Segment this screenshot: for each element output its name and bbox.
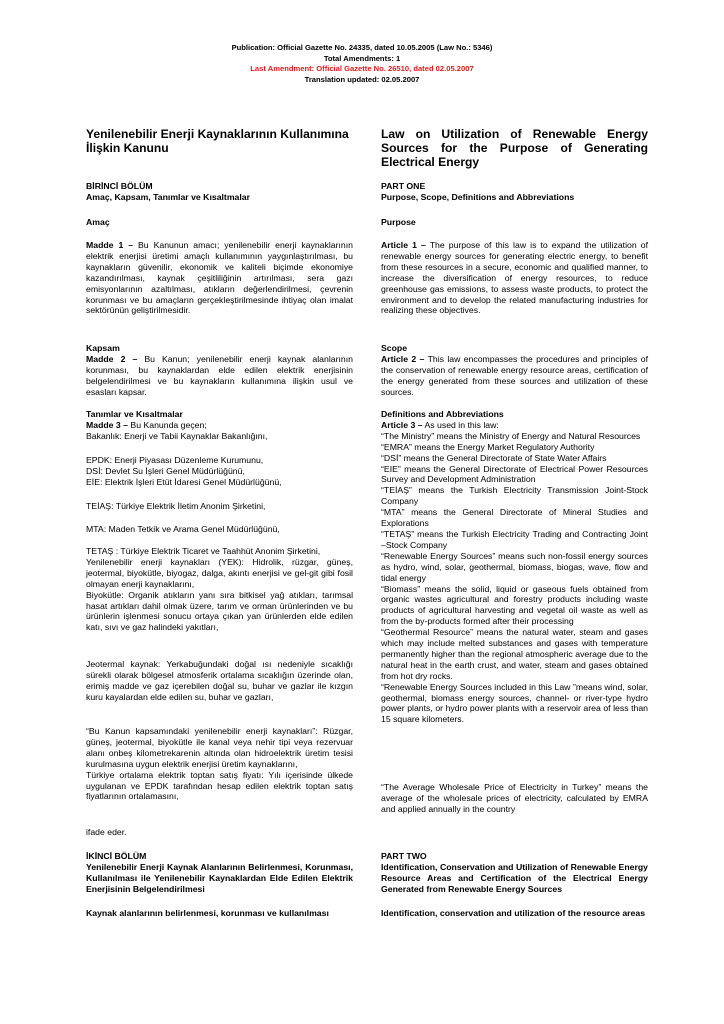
- tr-madde1: [86, 240, 353, 316]
- tr-madde3-text: Bu Kanunda geçen;: [128, 419, 207, 430]
- tr-kaynak-block: [86, 908, 353, 919]
- en-article3-text: As used in this law:: [422, 419, 499, 430]
- tr-kapsam: Kapsam: [86, 343, 120, 353]
- publication-header: [0, 43, 724, 85]
- translation-updated: Translation updated: 02.05.2007: [304, 74, 420, 84]
- tr-tanimlar: Tanımlar ve Kısaltmalar: [86, 409, 183, 419]
- en-eie: “EIE” means the General Directorate of Electrical Power Resources Survey and Development Administration: [381, 463, 648, 485]
- en-article3-label: Article 3 –: [381, 419, 423, 430]
- tr-eie: EİE: Elektrik İşleri Etüt İdaresi Genel Müdürlüğünü,: [86, 476, 282, 487]
- en-included: “Renewable Energy Sources included in this Law ”means wind, solar, geothermal, biomass energy sources, channel- or river-type hydro power plants, or hydro power plants with a reservoir area of less than 15 square kilometers.: [381, 681, 648, 725]
- tr-jeotermal: Jeotermal kaynak: Yerkabuğundaki doğal ısı nedeniyle sıcaklığı sürekli olarak bölgesel atmosferik ortalama sıcaklığın üzerinde olan, erimiş madde ve gaz içerebilen doğal su, buhar ve gazlar ile kızgın kuru kayalardan elde edilen su, buhar ve gazları,: [86, 659, 353, 702]
- tr-madde2-text: Bu Kanun; yenilenebilir enerji kaynak alanlarının korunması, bu kaynaklardan elde edilen elektrik enerjisinin belgelendirilmesi ve bu kaynakların kullanımına ilişkin usul ve esasları kapsar.: [86, 353, 353, 397]
- en-heading-purpose: [381, 217, 648, 228]
- tr-kapsamdaki-block: [86, 726, 353, 802]
- en-article1: [381, 240, 648, 316]
- en-article2-text: This law encompasses the procedures and principles of the conservation of renewable energy resource areas, certification of the energy generated from these sources and utilization of these sources.: [381, 353, 648, 397]
- tr-jeotermal-block: [86, 659, 353, 703]
- en-part1-label: PART ONE: [381, 181, 426, 191]
- tr-mta: MTA: Maden Tetkik ve Arama Genel Müdürlüğünü,: [86, 524, 280, 534]
- total-amendments: Total Amendments: 1: [323, 53, 401, 63]
- publication-line: Publication: Official Gazette No. 24335, dated 10.05.2005 (Law No.: 5346): [231, 43, 493, 52]
- tr-yek: Yenilenebilir enerji kaynakları (YEK): Hidrolik, rüzgar, güneş, jeotermal, biyokütle, biyogaz, dalga, akıntı enerjisi ve gel-git gibi fosil olmayan enerji kaynaklarını,: [86, 556, 353, 589]
- tr-madde2-label: Madde 2 –: [86, 353, 138, 364]
- en-identification: Identification, conservation and utilization of the resource areas: [381, 908, 646, 918]
- tr-biyokutle: Biyokütle: Organik atıkların yanı sıra bitkisel yağ atıkları, tarımsal hasat artıkları dahil olmak üzere, tarım ve orman ürünlerinden ve bu ürünlerin işlenmesi sonucu ortaya çıkan yan ürünlerden elde edilen katı, sıvı ve gaz halindeki yakıtları,: [86, 589, 353, 633]
- tr-bakanlik: Bakanlık: Enerji ve Tabii Kaynaklar Bakanlığını,: [86, 430, 268, 441]
- en-part-two: [381, 851, 648, 895]
- tr-mta-block: [86, 524, 353, 535]
- en-part1-title: Purpose, Scope, Definitions and Abbreviations: [381, 191, 575, 202]
- tr-part1-title: Amaç, Kapsam, Tanımlar ve Kısaltmalar: [86, 191, 251, 202]
- tr-epdk: EPDK: Enerji Piyasası Düzenleme Kurumunu,: [86, 455, 264, 465]
- en-tetas: “TETAŞ” means the Turkish Electricity Trading and Contracting Joint –Stock Company: [381, 528, 648, 550]
- tr-amac: Amaç: [86, 217, 110, 227]
- en-definitions: Definitions and Abbreviations: [381, 409, 504, 419]
- tr-defs-block: [86, 546, 353, 633]
- en-res: “Renewable Energy Sources” means such non-fossil energy sources as hydro, wind, solar, geothermal, biomass, biogas, wave, flow and tidal energy: [381, 550, 648, 583]
- tr-dsi: DSİ: Devlet Su İşleri Genel Müdürlüğünü,: [86, 465, 245, 476]
- en-dsi: “DSİ” means the General Directorate of State Water Affairs: [381, 452, 607, 463]
- turkish-title: Yenilenebilir Enerji Kaynaklarının Kullanımına İlişkin Kanunu: [86, 127, 349, 156]
- tr-teias: TEİAŞ: Türkiye Elektrik İletim Anonim Şirketini,: [86, 501, 266, 511]
- tr-ortalama: Türkiye ortalama elektrik toptan satış fiyatı: Yılı içerisinde ülkede uygulanan ve EPDK tarafından hesap edilen elektrik toptan satış fiyatlarının ortalamasını,: [86, 769, 353, 802]
- tr-tetas: TETAŞ : Türkiye Elektrik Ticaret ve Taahhüt Anonim Şirketini,: [86, 546, 321, 556]
- last-amendment: Last Amendment: Official Gazette No. 26510, dated 02.05.2007: [250, 64, 474, 73]
- turkish-title-block: [86, 127, 353, 155]
- en-biomass: “Biomass” means the solid, liquid or gaseous fuels obtained from organic wastes agricultural and forestry products including waste products of agricultural harvesting and vegetal oil waste as well as from the by-products formed after their processing: [381, 583, 648, 627]
- en-article1-label: Article 1 –: [381, 240, 426, 250]
- tr-madde1-label: Madde 1 –: [86, 240, 134, 250]
- tr-abbrev-block: [86, 455, 353, 488]
- tr-part-one: [86, 181, 353, 203]
- en-part2-label: PART TWO: [381, 851, 427, 861]
- en-wholesale-block: [381, 782, 648, 815]
- en-scope: Scope: [381, 343, 408, 353]
- english-title: Law on Utilization of Renewable Energy Sources for the Purpose of Generating Electrical Energy: [381, 127, 648, 170]
- en-part-one: [381, 181, 648, 203]
- tr-tanimlar-block: [86, 409, 353, 442]
- tr-teias-block: [86, 501, 353, 512]
- en-part2-title: Identification, Conservation and Utilization of Renewable Energy Resource Areas and Certification of the Electrical Energy Generated from Renewable Energy Sources: [381, 861, 648, 894]
- english-title-block: [381, 127, 648, 170]
- tr-kaynak: Kaynak alanlarının belirlenmesi, korunması ve kullanılması: [86, 908, 329, 918]
- en-scope-block: [381, 343, 648, 398]
- tr-kapsamdaki: “Bu Kanun kapsamındaki yenilenebilir enerji kaynakları”: Rüzgar, güneş, jeotermal, biyokütle ile kanal veya nehir tipi veya rezervuar alanı onbeş kilometrekarenin altında olan hidroelektrik üretim tesisi kurulmasına uygun elektrik enerjisi üretim kaynaklarını,: [86, 726, 353, 769]
- en-article1-text: The purpose of this law is to expand the utilization of renewable energy sources for generating electric energy, to benefit from these resources in a secure, economic and qualified manner, to increase the diversification of energy resources, to reduce greenhouse gas emissions, to assess waste products, to protect the environment and to develop the related manufacturing industries for realizing these objectives.: [381, 240, 648, 316]
- tr-madde3-label: Madde 3 –: [86, 419, 129, 430]
- tr-heading-amac: [86, 217, 353, 228]
- tr-part1-label: BİRİNCİ BÖLÜM: [86, 181, 153, 191]
- tr-ifade-block: [86, 827, 353, 838]
- en-identification-block: [381, 908, 648, 919]
- en-purpose: Purpose: [381, 217, 416, 227]
- en-definitions-block: [381, 409, 648, 725]
- en-mta: “MTA” means the General Directorate of Mineral Studies and Explorations: [381, 507, 648, 529]
- en-emra: “EMRA” means the Energy Market Regulatory Authority: [381, 441, 595, 452]
- tr-ifade: ifade eder.: [86, 827, 127, 837]
- tr-part2-title: Yenilenebilir Enerji Kaynak Alanlarının Belirlenmesi, Korunması, Kullanılması ile Yenilenebilir Kaynaklardan Elde Edilen Elektrik Enerjisinin Belgelendirilmesi: [86, 861, 353, 894]
- en-article2-label: Article 2 –: [381, 353, 425, 364]
- en-ministry: “The Ministry” means the Ministry of Energy and Natural Resources: [381, 430, 641, 441]
- tr-part-two: [86, 851, 353, 895]
- en-geothermal: “Geothermal Resource” means the natural water, steam and gases which may include melted substances and gases with temperature permanently higher than the regional atmospheric average due to the natural heat in the earth crust, and water, steam and gases obtained from hot dry rocks.: [381, 627, 648, 681]
- en-teias: “TEİAŞ” means the Turkish Electricity Transmission Joint-Stock Company: [381, 485, 648, 507]
- tr-kapsam-block: [86, 343, 353, 398]
- tr-madde1-text: Bu Kanunun amacı; yenilenebilir enerji kaynaklarının elektrik enerjisi üretimi amaçlı kullanımının yaygınlaştırılması, bu kaynakların güvenilir, ekonomik ve kaliteli biçimde ekonomiye kazandırılması, kaynak çeşitliliğinin artırılması, sera gazı emisyonlarının azaltılması, atıkların değerlendirilmesi, çevrenin korunması ve bu amaçların gerçekleştirilmesinde ihtiyaç olan imalat sektörünün geliştirilmesidir.: [86, 240, 353, 316]
- en-wholesale: “The Average Wholesale Price of Electricity in Turkey” means the average of the wholesale prices of electricity, calculated by EMRA and applied annually in the country: [381, 782, 648, 814]
- tr-part2-label: İKİNCİ BÖLÜM: [86, 851, 147, 861]
